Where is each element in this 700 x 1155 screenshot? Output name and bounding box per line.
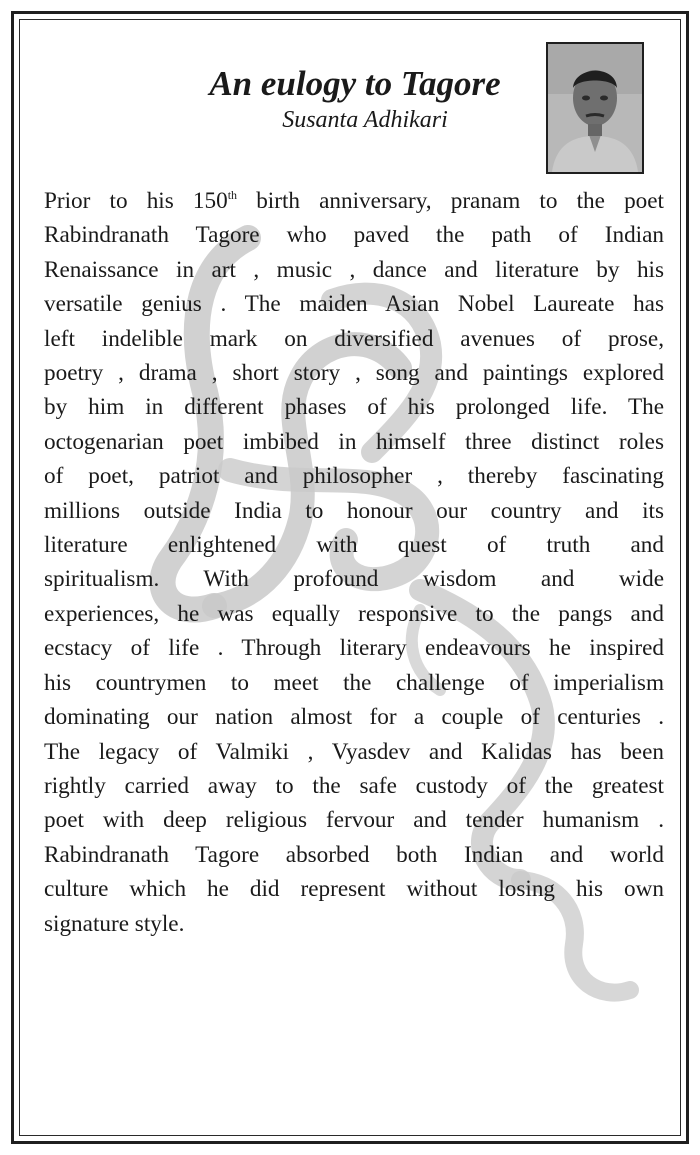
body-line-18: rightly carried away to the safe custody of the greatest bbox=[44, 772, 664, 799]
body-line-1: Prior to his 150th birth anniversary, pranam to the poet bbox=[44, 188, 664, 214]
body-line-10: millions outside India to honour our country and its bbox=[44, 497, 664, 524]
body-line-2: Rabindranath Tagore who paved the path of Indian bbox=[44, 222, 664, 249]
body-line-16: dominating our nation almost for a couple of centuries . bbox=[44, 704, 664, 731]
author-portrait-icon bbox=[548, 44, 642, 172]
article-title: An eulogy to Tagore bbox=[209, 64, 501, 103]
body-line-7: by him in different phases of his prolonged life. The bbox=[44, 394, 664, 421]
body-line-13: experiences, he was equally responsive to the pangs and bbox=[44, 600, 664, 627]
body-line-4: versatile genius . The maiden Asian Nobel Laureate has bbox=[44, 291, 664, 318]
article-body bbox=[44, 184, 664, 941]
body-line-12: spiritualism. With profound wisdom and wide bbox=[44, 566, 664, 593]
body-line-11: literature enlightened with quest of truth and bbox=[44, 532, 664, 559]
body-line-20: Rabindranath Tagore absorbed both Indian and world bbox=[44, 841, 664, 868]
author-photo bbox=[546, 42, 644, 174]
article-author: Susanta Adhikari bbox=[282, 107, 448, 133]
body-line-3: Renaissance in art , music , dance and literature by his bbox=[44, 256, 664, 283]
body-line-9: of poet, patriot and philosopher , thereby fascinating bbox=[44, 463, 664, 490]
body-line-22: signature style. bbox=[44, 910, 185, 937]
body-line-6: poetry , drama , short story , song and paintings explored bbox=[44, 360, 664, 387]
ordinal-suffix: th bbox=[227, 188, 238, 202]
body-line-21: culture which he did represent without losing his own bbox=[44, 876, 664, 903]
body-line-15: his countrymen to meet the challenge of imperialism bbox=[44, 669, 664, 696]
body-line-8: octogenarian poet imbibed in himself three distinct roles bbox=[44, 428, 664, 455]
body-line-5: left indelible mark on diversified avenues of prose, bbox=[44, 325, 664, 352]
body-line-17: The legacy of Valmiki , Vyasdev and Kalidas has been bbox=[44, 738, 664, 765]
body-line-19: poet with deep religious fervour and tender humanism . bbox=[44, 807, 664, 834]
body-line-14: ecstacy of life . Through literary endeavours he inspired bbox=[44, 635, 664, 662]
